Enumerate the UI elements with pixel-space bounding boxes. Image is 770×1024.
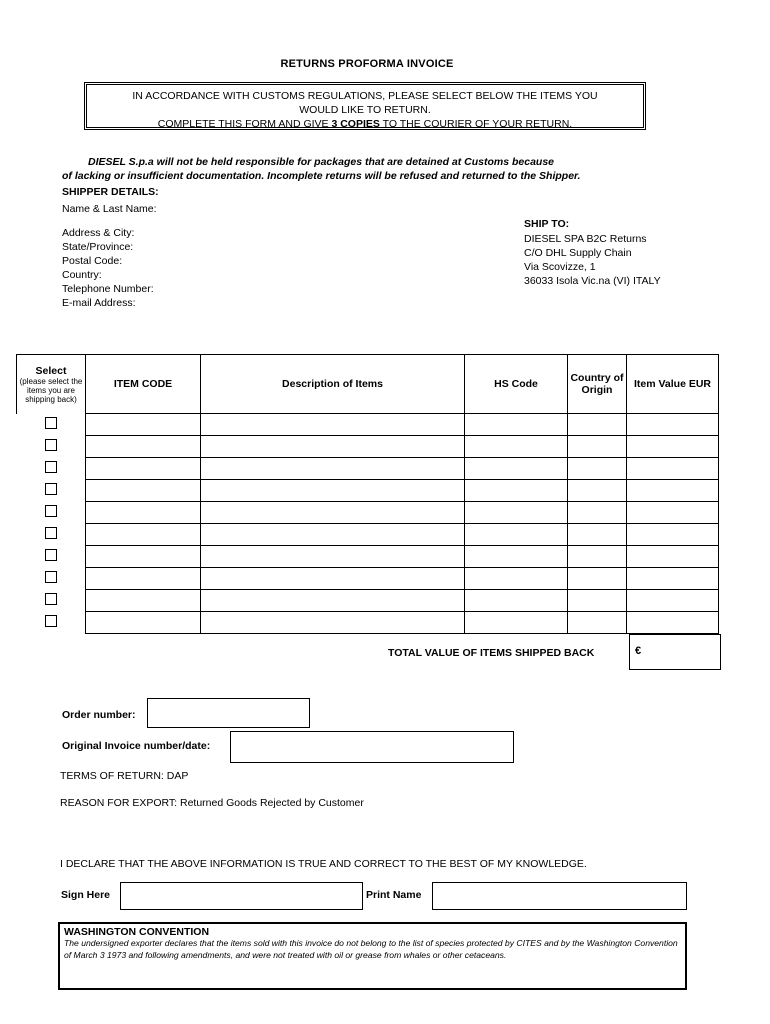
select-checkbox[interactable] (45, 615, 57, 627)
select-column-header: Select (please select the items you are shipping back) (17, 355, 86, 414)
item-value-cell[interactable] (627, 502, 719, 524)
postal-label: Postal Code: (62, 255, 123, 267)
hs-code-cell[interactable] (465, 590, 568, 612)
table-row (17, 568, 719, 590)
item-code-cell[interactable] (86, 524, 201, 546)
item-code-cell[interactable] (86, 414, 201, 436)
item-code-cell[interactable] (86, 436, 201, 458)
item-code-header: ITEM CODE (86, 355, 201, 414)
item-value-cell[interactable] (627, 458, 719, 480)
country-origin-cell[interactable] (568, 458, 627, 480)
table-row (17, 502, 719, 524)
hs-code-cell[interactable] (465, 502, 568, 524)
notice-line-3: COMPLETE THIS FORM AND GIVE 3 COPIES TO THE COURIER OF YOUR RETURN. (157, 118, 573, 130)
select-checkbox[interactable] (45, 527, 57, 539)
country-origin-cell[interactable] (568, 502, 627, 524)
select-cell (17, 612, 86, 634)
table-row (17, 590, 719, 612)
select-checkbox[interactable] (45, 571, 57, 583)
print-name-field[interactable] (432, 882, 687, 910)
item-code-cell[interactable] (86, 546, 201, 568)
table-row (17, 458, 719, 480)
table-row (17, 524, 719, 546)
select-cell (17, 458, 86, 480)
select-cell (17, 436, 86, 458)
order-number-field[interactable] (147, 698, 310, 728)
select-checkbox[interactable] (45, 483, 57, 495)
description-cell[interactable] (201, 612, 465, 634)
select-checkbox[interactable] (45, 461, 57, 473)
item-code-cell[interactable] (86, 480, 201, 502)
select-cell (17, 414, 86, 436)
select-checkbox[interactable] (45, 593, 57, 605)
description-cell[interactable] (201, 414, 465, 436)
ship-to-line-1: DIESEL SPA B2C Returns (524, 233, 647, 245)
currency-symbol: € (635, 645, 642, 657)
description-cell[interactable] (201, 546, 465, 568)
washington-text: The undersigned exporter declares that the items sold with this invoice do not belong to the list of species protected by CITES and by the Washington Convention of March 3 1973 and following amendments, and were not treated with oil or grease from whales or other cetaceans. (64, 938, 678, 960)
ship-to-heading: SHIP TO: (524, 218, 570, 230)
hs-code-cell[interactable] (465, 612, 568, 634)
ship-to-line-4: 36033 Isola Vic.na (VI) ITALY (524, 275, 661, 287)
country-origin-cell[interactable] (568, 590, 627, 612)
select-checkbox[interactable] (45, 417, 57, 429)
select-checkbox[interactable] (45, 505, 57, 517)
item-code-cell[interactable] (86, 458, 201, 480)
page-title: RETURNS PROFORMA INVOICE (280, 58, 454, 70)
country-origin-cell[interactable] (568, 480, 627, 502)
items-table (16, 354, 719, 634)
item-value-cell[interactable] (627, 590, 719, 612)
item-value-cell[interactable] (627, 612, 719, 634)
item-code-cell[interactable] (86, 612, 201, 634)
select-cell (17, 590, 86, 612)
notice-line-2: WOULD LIKE TO RETURN. (299, 104, 431, 116)
ship-to-block (524, 218, 661, 289)
washington-convention-box (58, 922, 687, 990)
hs-code-cell[interactable] (465, 480, 568, 502)
item-value-cell[interactable] (627, 524, 719, 546)
shipper-fields (62, 227, 154, 311)
country-origin-header: Country of Origin (568, 355, 627, 414)
print-name-label: Print Name (366, 889, 422, 901)
country-origin-cell[interactable] (568, 546, 627, 568)
select-cell (17, 546, 86, 568)
declaration-text: I DECLARE THAT THE ABOVE INFORMATION IS TRUE AND CORRECT TO THE BEST OF MY KNOWLEDGE. (60, 858, 587, 870)
description-header: Description of Items (201, 355, 465, 414)
ship-to-line-3: Via Scovizze, 1 (524, 261, 596, 273)
terms-of-return: TERMS OF RETURN: DAP (60, 770, 189, 782)
telephone-label: Telephone Number: (62, 283, 154, 295)
description-cell[interactable] (201, 524, 465, 546)
table-row (17, 612, 719, 634)
reason-for-export: REASON FOR EXPORT: Returned Goods Rejected by Customer (60, 797, 364, 809)
hs-code-cell[interactable] (465, 458, 568, 480)
table-row (17, 546, 719, 568)
hs-code-cell[interactable] (465, 414, 568, 436)
total-value-field[interactable] (629, 634, 721, 670)
invoice-number-label: Original Invoice number/date: (62, 740, 211, 752)
hs-code-cell[interactable] (465, 436, 568, 458)
item-value-cell[interactable] (627, 436, 719, 458)
country-origin-cell[interactable] (568, 612, 627, 634)
address-label: Address & City: (62, 227, 135, 239)
table-row (17, 414, 719, 436)
washington-heading: WASHINGTON CONVENTION (64, 926, 210, 938)
notice-line-1: IN ACCORDANCE WITH CUSTOMS REGULATIONS, PLEASE SELECT BELOW THE ITEMS YOU (132, 90, 598, 102)
description-cell[interactable] (201, 436, 465, 458)
select-cell (17, 524, 86, 546)
description-cell[interactable] (201, 590, 465, 612)
country-origin-cell[interactable] (568, 568, 627, 590)
item-value-cell[interactable] (627, 414, 719, 436)
hs-code-cell[interactable] (465, 546, 568, 568)
item-value-cell[interactable] (627, 568, 719, 590)
signature-field[interactable] (120, 882, 363, 910)
item-code-cell[interactable] (86, 568, 201, 590)
responsibility-disclaimer: DIESEL S.p.a will not be held responsible for packages that are detained at Customs because of lacking or insufficient documentation. Incomplete returns will be refused and returned to the Shipper. (62, 156, 581, 182)
country-origin-cell[interactable] (568, 436, 627, 458)
order-number-label: Order number: (62, 709, 136, 721)
hs-code-cell[interactable] (465, 568, 568, 590)
item-value-header: Item Value EUR (627, 355, 719, 414)
table-row (17, 480, 719, 502)
hs-code-header: HS Code (465, 355, 568, 414)
country-origin-cell[interactable] (568, 414, 627, 436)
customs-notice-box (84, 82, 646, 130)
select-cell (17, 568, 86, 590)
ship-to-line-2: C/O DHL Supply Chain (524, 247, 632, 259)
description-cell[interactable] (201, 480, 465, 502)
select-checkbox[interactable] (45, 549, 57, 561)
item-value-cell[interactable] (627, 546, 719, 568)
hs-code-cell[interactable] (465, 524, 568, 546)
select-cell (17, 502, 86, 524)
email-label: E-mail Address: (62, 297, 136, 309)
name-label: Name & Last Name: (62, 203, 157, 215)
item-code-cell[interactable] (86, 590, 201, 612)
item-code-cell[interactable] (86, 502, 201, 524)
table-row (17, 436, 719, 458)
invoice-number-field[interactable] (230, 731, 514, 763)
select-checkbox[interactable] (45, 439, 57, 451)
select-cell (17, 480, 86, 502)
state-label: State/Province: (62, 241, 134, 253)
description-cell[interactable] (201, 502, 465, 524)
description-cell[interactable] (201, 568, 465, 590)
total-value-label: TOTAL VALUE OF ITEMS SHIPPED BACK (388, 647, 595, 659)
description-cell[interactable] (201, 458, 465, 480)
item-value-cell[interactable] (627, 480, 719, 502)
sign-here-label: Sign Here (61, 889, 111, 901)
shipper-heading: SHIPPER DETAILS: (62, 186, 159, 198)
country-origin-cell[interactable] (568, 524, 627, 546)
country-label: Country: (62, 269, 102, 281)
